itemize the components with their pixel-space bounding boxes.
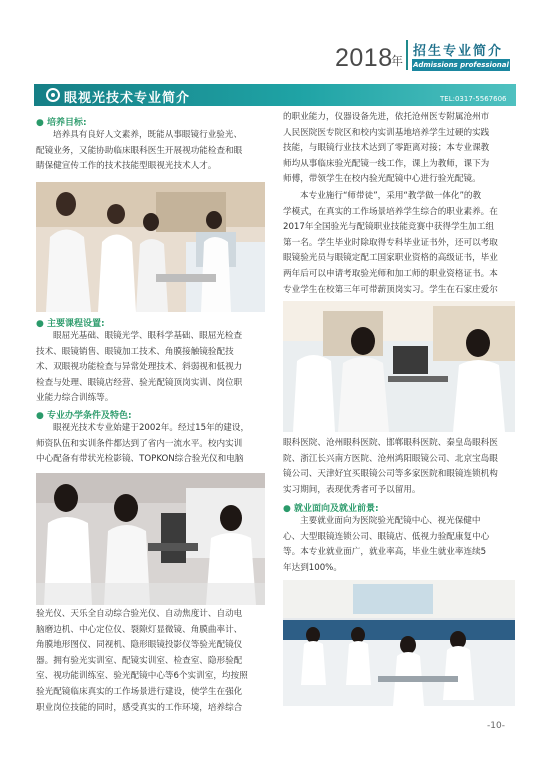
bullet-icon: ● — [36, 118, 44, 128]
bullet-icon: ● — [36, 319, 44, 329]
target-icon — [46, 88, 60, 102]
goal-heading-text: 培养目标: — [47, 118, 87, 128]
text-line: 第一名。学生毕业时除取得专科毕业证书外，还可以考取 — [283, 237, 498, 248]
courses-heading — [36, 316, 105, 329]
text-line: 眼镜验光员与眼镜定配工国家职业资格的高级证书，毕业 — [283, 253, 498, 264]
text-line: 检查与处理、眼镜店经营、验光配镜顶岗实训、岗位职 — [36, 377, 243, 388]
text-line: 本专业施行“师带徒”，采用“教学做一体化”的教 — [300, 191, 482, 201]
text-line: 技能，与眼镜行业技术达到了零距离对接；本专业课教 — [283, 143, 490, 154]
conditions-heading-text: 专业办学条件及特色: — [47, 411, 132, 421]
text-line: 中心配备有带状光检影镜、TOPKON综合验光仪和电脑 — [36, 454, 244, 465]
text-line: 的职业能力，仪器设备先进，依托沧州医专附属沧州市 — [283, 112, 490, 122]
text-line: 室、视功能训练室、验光配镜中心等6个实训室，均按照 — [36, 671, 248, 682]
practice-paragraph — [283, 110, 515, 188]
page-number: -10- — [487, 721, 505, 731]
text-line: 两年后可以申请考取验光师和加工师的职业资格证书。本 — [283, 268, 498, 279]
text-line: 专业学生在校第三年可带薪顶岗实习。学生在石家庄爱尔 — [283, 284, 498, 295]
text-line: 眼科医院、沧州眼科医院、邯郸眼科医院、秦皇岛眼科医 — [283, 438, 498, 448]
bullet-icon: ● — [36, 411, 44, 421]
text-line: 人民医院医专院区和校内实训基地培养学生过硬的实践 — [283, 127, 490, 138]
text-line: 心、大型眼镜连锁公司、眼镜店、低视力验配康复中心 — [283, 531, 490, 542]
header-divider — [406, 40, 408, 70]
banner-title: 眼视光技术专业简介 — [64, 91, 191, 106]
photo-practice-room — [283, 580, 515, 706]
header-subtitle: Admissions professional profile — [413, 61, 509, 81]
text-line: 2017年全国验光与配镜职业技能竞赛中获得学生加工组 — [283, 222, 494, 233]
text-line: 术、双眼视功能检查与异常处理技术、斜弱视和低视力 — [36, 362, 243, 373]
photo-classroom-students — [36, 182, 265, 312]
photo-lab-training — [36, 473, 265, 605]
text-line: 眼屈光基础、眼镜光学、眼科学基础、眼屈光检查 — [53, 331, 243, 341]
text-line: 年达到100%。 — [283, 562, 342, 573]
text-line: 师均从事临床验光配镜一线工作，课上为教师，课下为 — [283, 158, 490, 169]
photo-eye-examination — [283, 301, 515, 432]
text-line: 业能力综合训练等。 — [36, 393, 114, 404]
employment-heading — [283, 501, 379, 514]
text-line: 眼视光技术专业始建于2002年。经过15年的建设， — [53, 423, 250, 433]
employment-paragraph — [283, 514, 515, 576]
text-line: 验光配镜临床真实的工作场景进行建设，使学生在强化 — [36, 686, 243, 697]
goal-heading — [36, 115, 87, 128]
teaching-model-paragraph — [283, 189, 515, 298]
text-line: 镜公司、天津好宜买眼镜公司等多家医院和眼镜连锁机构 — [283, 469, 498, 480]
goal-paragraph — [36, 128, 268, 175]
text-line: 职业岗位技能的同时，感受真实的工作环境，培养综合 — [36, 702, 243, 713]
text-line: 实习期间，表现优秀者可予以留用。 — [283, 484, 421, 495]
text-line: 培养具有良好人文素养，既能从事眼镜行业验光、 — [53, 130, 243, 140]
conditions-paragraph — [36, 421, 268, 468]
header-year-suffix: 年 — [391, 54, 404, 68]
banner-tel: TEL:0317-5567606 — [440, 95, 507, 103]
bullet-icon: ● — [283, 504, 291, 514]
text-line: 角膜地形图仪、同视机、隐形眼镜投影仪等验光配镜仪 — [36, 640, 243, 651]
conditions-heading — [36, 408, 132, 421]
text-line: 技术、眼镜销售、眼镜加工技术、角膜接触镜验配技 — [36, 346, 234, 357]
text-line: 师傅，带领学生在校内验光配镜中心进行验光配镜。 — [283, 174, 481, 185]
courses-paragraph — [36, 329, 268, 407]
text-line: 等。本专业就业面广，就业率高，毕业生就业率连续5 — [283, 547, 487, 558]
text-line: 主要就业面向为医院验光配镜中心、视光保健中 — [300, 516, 481, 526]
text-line: 脑磨边机、中心定位仪、裂隙灯显微镜、角膜曲率计、 — [36, 624, 243, 635]
text-line: 睛保健宣传工作的技术技能型眼视光技术人才。 — [36, 161, 217, 172]
conditions-paragraph-continued — [36, 607, 268, 716]
text-line: 师资队伍和实训条件都达到了省内一流水平。校内实训 — [36, 438, 243, 449]
header-year: 2018 — [335, 44, 393, 72]
internship-paragraph — [283, 436, 515, 498]
text-line: 器。拥有验光实训室、配镜实训室、检查室、隐形验配 — [36, 655, 243, 666]
text-line: 配镜业务，又能协助临床眼科医生开展视功能检查和眼 — [36, 145, 243, 156]
courses-heading-text: 主要课程设置: — [47, 319, 105, 329]
header-title: 招生专业简介 — [413, 44, 504, 59]
text-line: 院、浙江长兴南方医院、沧州鸿阳眼镜公司、北京宝岛眼 — [283, 453, 498, 464]
text-line: 学模式，在真实的工作场景培养学生综合的职业素养。在 — [283, 206, 498, 217]
employment-heading-text: 就业面向及就业前景: — [294, 504, 379, 514]
text-line: 验光仪、天乐全自动综合验光仪、自动焦度计、自动电 — [36, 609, 243, 619]
